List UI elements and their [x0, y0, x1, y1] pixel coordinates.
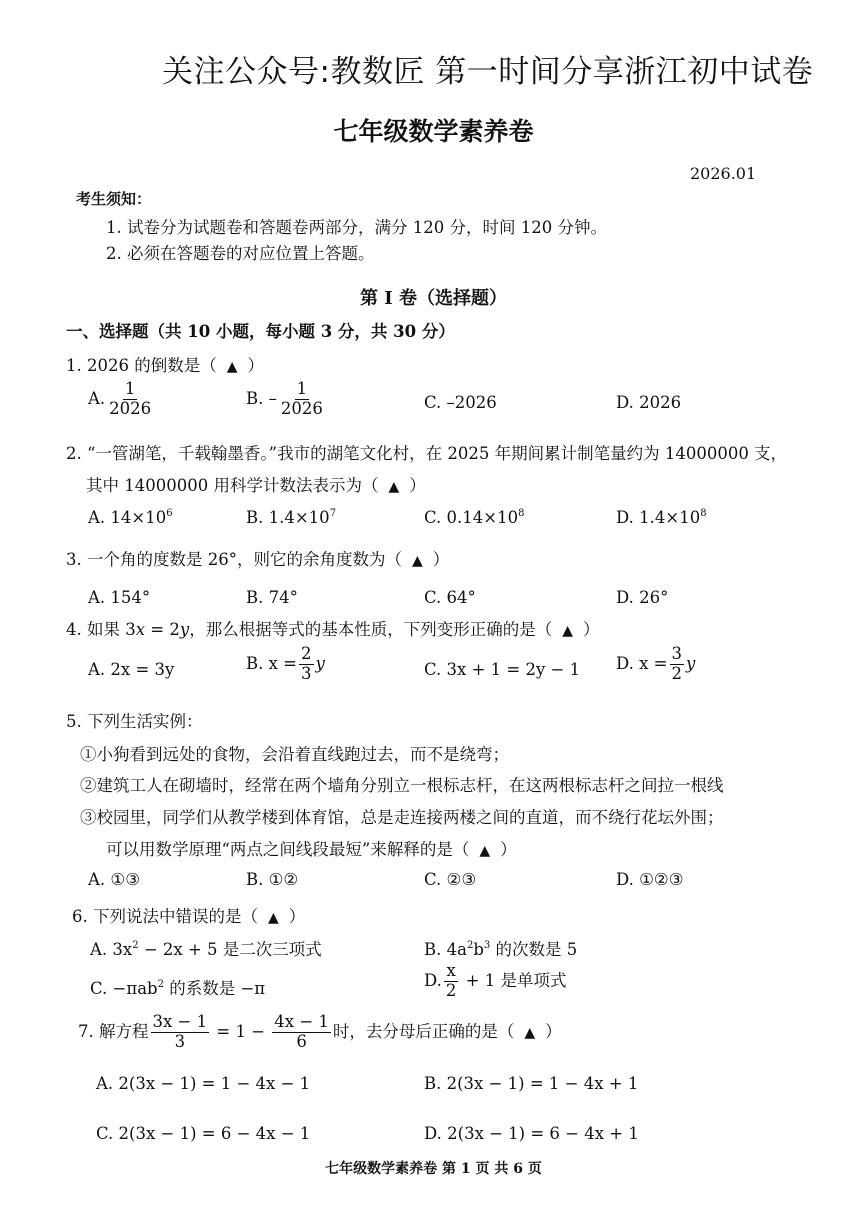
part-title: 一、选择题（共 10 小题，每小题 3 分，共 30 分）	[66, 322, 455, 341]
page-footer: 七年级数学素养卷 第 1 页 共 6 页	[325, 1161, 542, 1177]
q6-option-c: C. −πab$^2$ 的系数是 −π	[90, 979, 266, 998]
q7-option-a: A. 2(3x − 1) = 1 − 4x − 1	[96, 1074, 311, 1093]
question-4-stem: 4. 如果 3x = 2y，那么根据等式的基本性质，下列变形正确的是（ ▲ ）	[66, 620, 600, 639]
q2-option-d: D. $1.4\times 10^8$	[616, 508, 707, 527]
q7-option-c: C. 2(3x − 1) = 6 − 4x − 1	[96, 1124, 311, 1143]
q6-option-d: D. $\frac{x}{2}$ + 1 是单项式	[424, 961, 567, 1000]
q2-option-a: A. $14\times 10^6$	[88, 508, 173, 527]
question-3-stem: 3. 一个角的度数是 26°，则它的余角度数为（ ▲ ）	[66, 550, 450, 569]
q5-option-d: D. ①②③	[616, 870, 684, 889]
q5-example-2: ②建筑工人在砌墙时，经常在两个墙角分别立一根标志杆，在这两根标志杆之间拉一根线	[80, 776, 724, 795]
q7-option-b: B. 2(3x − 1) = 1 − 4x + 1	[424, 1074, 639, 1093]
banner: 关注公众号:教数匠 第一时间分享浙江初中试卷	[162, 54, 814, 90]
q4-option-c: C. 3x + 1 = 2y − 1	[424, 660, 581, 679]
q1-option-c: C. –2026	[424, 393, 497, 412]
question-6-stem: 6. 下列说法中错误的是（ ▲ ）	[72, 907, 306, 926]
q3-option-d: D. 26°	[616, 588, 669, 607]
q2-option-b: B. $1.4\times 10^7$	[246, 508, 337, 527]
q4-option-a: A. 2x = 3y	[88, 660, 175, 679]
exam-date: 2026.01	[690, 164, 757, 183]
q7-option-d: D. 2(3x − 1) = 6 − 4x + 1	[424, 1124, 639, 1143]
notice-item: 2. 必须在答题卷的对应位置上答题。	[106, 244, 375, 263]
q6-option-b: B. $4a^2b^3$ 的次数是 5	[424, 940, 578, 959]
q4-option-d: D. x = $\frac{3}{2}$ y	[616, 644, 696, 683]
q2-option-c: C. $0.14\times 10^8$	[424, 508, 525, 527]
question-7-stem: 7. 解方程 $\frac{3x - 1}{3}$ = 1 − $\frac{4x - 1}{6}$ 时，去分母后正确的是（ ▲ ）	[78, 1012, 562, 1051]
question-1-stem: 1. 2026 的倒数是（ ▲ ）	[66, 356, 265, 375]
q5-ask: 可以用数学原理“两点之间线段最短”来解释的是（ ▲ ）	[106, 840, 517, 859]
q6-option-a: A. $3x^2 - 2x + 5$ 是二次三项式	[90, 940, 322, 959]
q1-option-d: D. 2026	[616, 393, 682, 412]
q5-option-c: C. ②③	[424, 870, 477, 889]
question-2-stem: 2. “一管湖笔，千载翰墨香。”我市的湖笔文化村，在 2025 年期间累计制笔量约为 14000000 支，	[66, 444, 788, 463]
question-2-stem-cont: 其中 14000000 用科学计数法表示为（ ▲ ）	[86, 476, 426, 495]
q5-option-b: B. ①②	[246, 870, 299, 889]
q3-option-c: C. 64°	[424, 588, 476, 607]
q5-option-a: A. ①③	[88, 870, 140, 889]
q5-example-3: ③校园里，同学们从教学楼到体育馆，总是走连接两楼之间的直道，而不绕行花坛外围；	[80, 808, 724, 827]
q3-option-b: B. 74°	[246, 588, 298, 607]
q1-option-a: A. $\frac{1}{2026}$	[88, 379, 152, 418]
q5-example-1: ①小狗看到远处的食物，会沿着直线跑过去，而不是绕弯；	[80, 745, 509, 764]
section-title: 第 I 卷（选择题）	[360, 288, 507, 309]
notice-heading: 考生须知：	[76, 190, 152, 208]
question-5-stem: 5. 下列生活实例：	[66, 712, 203, 731]
notice-item: 1. 试卷分为试题卷和答题卷两部分，满分 120 分，时间 120 分钟。	[106, 218, 607, 237]
q4-option-b: B. x = $\frac{2}{3}$ y	[246, 644, 325, 683]
q3-option-a: A. 154°	[88, 588, 151, 607]
q1-option-b: B. – $\frac{1}{2026}$	[246, 379, 323, 418]
page-title: 七年级数学素养卷	[333, 117, 534, 146]
